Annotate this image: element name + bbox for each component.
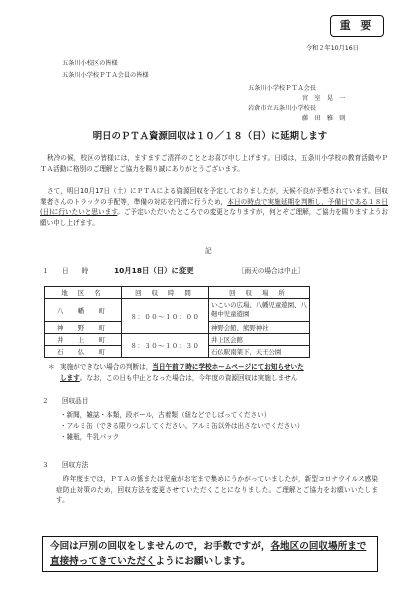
note-line-1 [60,362,304,373]
direct-delivery-notice [42,536,378,572]
important-stamp: 重 要 [330,15,384,37]
recipient-1: 五条川小校区の皆様 [62,60,118,67]
item-list [60,410,303,442]
section-3-number: ３ [42,461,49,469]
schedule-table [44,286,310,358]
bullet: ・ [60,432,67,441]
list-item: ・雑瓶，牛乳パック [60,432,120,441]
sender-1-name: 宮 室 晃 一 [302,95,346,102]
list-item: ・アルミ缶（できる限りつぶしてください。アルミ缶以外は出さないでください） [60,421,304,430]
list-item: ・新聞，雑誌・本類，段ボール，古着類（紐などでしばってください） [60,411,271,419]
table-row [45,334,310,346]
note-star: ＊ [48,363,55,371]
note-line-2 [60,373,297,384]
note-emphasis: します [60,374,80,382]
postpone-text-a: さて，明日10月17日（土）にＰＴＡによる資源回収を予定しておりましたが，天候不良が予想されています。回収業者さんのトラックの手配等，準備の対応を円滑に行うため， [40,187,388,206]
time-cell: ８：３０～１０：３０ [122,334,209,358]
notice-emphasis: 各地区の回収場所まで直接持ってきていただく [50,541,367,567]
section-2-number: ２ [42,397,49,405]
area-cell: 八 幡 町 [45,299,122,322]
notice-date: 令和２年10月16日 [306,45,359,52]
bullet: ・ [60,411,67,419]
recipient-2: 五条川小学校ＰＴＡ会員の皆様 [62,72,149,79]
sender-2-name: 藤 田 雅 則 [302,115,346,122]
table-header-row [45,287,310,299]
notice-text: ようにお願いします。 [155,556,251,567]
section-3-label: 回収方法 [62,461,89,469]
sender-2-org: 岩倉市立五条川小学校長 [248,105,317,112]
ki-heading: 記 [205,247,212,255]
time-cell: ８：００～１０：００ [122,299,209,334]
method-paragraph: 昨年度までは，ＰＴＡの係または児童がお宅まで集めにうかがっていましたが，新型コロナウイルス感染症防止対策のため，回収方法を変更させていただくことになりました。ご理解とご協力をお願いいたします。 [56,475,378,505]
greeting-paragraph: 秋冷の候，校区の皆様には，ますますご清祥のこととお喜び申し上げます。日頃は，五条川小学校の教育活動やＰＴＡ活動に格別のご理解とご協力を賜り誠にありがとうございます。 [40,154,388,173]
table-header: 回 収 場 所 [209,287,310,299]
sender-1-org: 五条川小学校ＰＴＡ会長 [248,85,317,92]
notice-title: 明日のＰＴＡ資源回収は１０／１８（日）に延期します [92,131,328,142]
rain-note: ［雨天の場合は中止］ [238,267,304,275]
table-header: 回 収 時 間 [122,287,209,299]
place-cell: 神野会館、熊野神社 [209,322,310,334]
note-text: 。なお，この日も中止となった場合は，今年度の資源回収は実施しません [79,374,298,382]
table-header: 地 区 名 [45,287,122,299]
table-row [45,299,310,322]
new-date: 10月18日（日）に変更 [114,266,194,275]
section-2-label: 回収品目 [62,397,89,405]
postpone-decision-text: 本日の時点で実施延期を判断し，予備日である１８日(日)に行いたいと思います [40,197,389,217]
note-emphasis: 当日午前７時に学校ホームページにてお知らせいた [152,363,304,371]
notice-text: 今回は戸別の回収をしませんので，お手数ですが， [50,541,271,552]
place-cell: 井上区会館 [209,334,310,346]
section-1-number: １ [42,267,49,275]
area-cell: 石 仏 町 [45,346,122,358]
bullet: ・ [60,421,67,430]
area-cell: 神 野 町 [45,322,122,334]
area-cell: 井 上 町 [45,334,122,346]
note-text: 実施ができない場合の判断は， [60,363,153,371]
section-1-label: 日 時 [62,267,89,275]
postpone-paragraph [40,186,388,228]
place-cell: いこいの広場、八幡児童遊園、八剱中児童遊園 [209,299,310,322]
place-cell: 石仏駅南架下、天王公園 [209,346,310,358]
postpone-text-c: 。ご予定いただいたところでの変更となりますが，何とぞご理解，ご協力を賜りますようお願い申し上げます。 [40,208,388,227]
